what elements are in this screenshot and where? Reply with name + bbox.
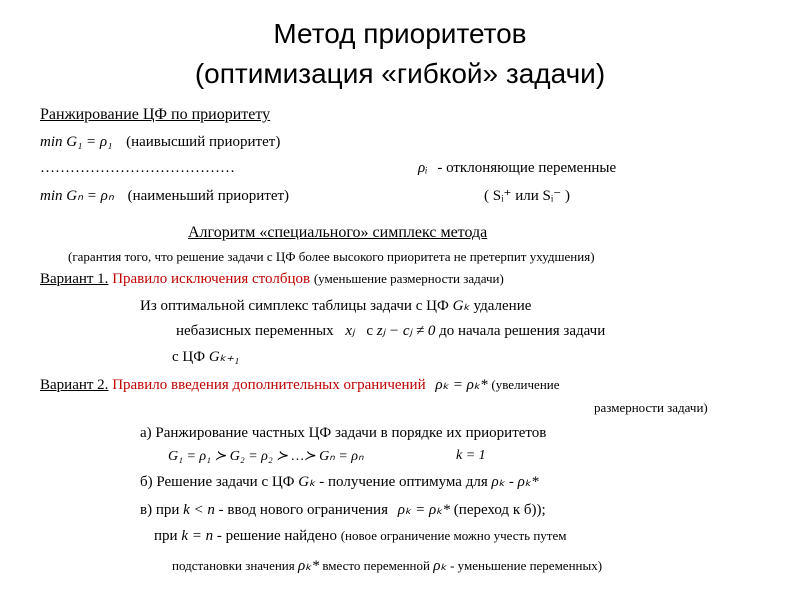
k-eq-n: k = n (181, 528, 214, 544)
algorithm-heading: Алгоритм «специального» симплекс метода (188, 224, 488, 241)
variant1-text: с ЦФ (172, 349, 206, 365)
step-d-note-text: подстановки значения (172, 558, 295, 573)
step-b-text: б) Решение задачи с ЦФ (140, 474, 295, 490)
variant1-text: до начала решения задачи (439, 323, 606, 339)
gk1-var: Gₖ₊₁ (208, 349, 240, 365)
algorithm-guarantee: (гарантия того, что решение задачи с ЦФ более высокого приоритета не претерпит ухудшения) (68, 249, 595, 264)
variant2-step-c (140, 500, 546, 519)
page-subtitle: (оптимизация «гибкой» задачи) (194, 58, 606, 89)
ranking-row-1 (40, 134, 280, 151)
xj-var: xⱼ (345, 323, 355, 339)
variant2-note-2: размерности задачи) (594, 400, 708, 415)
variant2-note-1: (увеличение (491, 377, 560, 392)
rho-k: ρₖ (491, 474, 506, 490)
ranking-row-n (40, 186, 289, 205)
min-gn-expr: min Gₙ = ρₙ (40, 188, 114, 204)
min-g1-expr: min G₁ = ρ₁ (40, 134, 113, 150)
variant1-text: Из оптимальной симплекс таблицы задачи с ЦФ (140, 298, 449, 314)
variant1-header (40, 271, 504, 288)
variant2-step-a: а) Ранжирование частных ЦФ задачи в порядке их приоритетов (140, 425, 547, 441)
step-d-note-text: вместо переменной (322, 558, 430, 573)
step-b-text: - (508, 474, 514, 490)
rho-k-eq-expr: ρₖ = ρₖ* (435, 377, 488, 393)
variant1-text: с (366, 323, 374, 339)
zj-cj-cond: zⱼ − cⱼ ≠ 0 (376, 323, 436, 339)
rho-k-star: ρₖ* (298, 558, 320, 574)
step-c-text: (переход к б)); (453, 502, 546, 518)
step-d-note-text: - уменьшение переменных) (450, 558, 603, 573)
variant2-step-d-note (172, 556, 602, 575)
ranking-heading: Ранжирование ЦФ по приоритету (40, 106, 271, 123)
variant2-step-d (154, 528, 566, 545)
variant1-line-1 (140, 296, 531, 315)
variant2-step-b (140, 472, 539, 491)
step-c-text: - ввод нового ограничения (218, 502, 388, 518)
rho-i: ρᵢ (418, 160, 428, 176)
step-d-text: при (154, 528, 178, 544)
ranking-dots: ………………………………… (40, 160, 235, 176)
gk-var: Gₖ (298, 474, 316, 490)
variant1-rule: Правило исключения столбцов (112, 271, 311, 287)
variant1-label: Вариант 1. (40, 271, 109, 287)
variant1-note: (уменьшение размерности задачи) (313, 271, 504, 286)
variant1-text: небазисных переменных (176, 323, 334, 339)
rho-k-eq-star: ρₖ = ρₖ* (397, 502, 451, 518)
variant1-line-2 (176, 321, 605, 340)
k-lt-n: k < n (183, 502, 215, 518)
k-equals-1: k = 1 (456, 448, 486, 463)
variant1-line-3 (172, 347, 239, 366)
si-note: ( Sᵢ⁺ или Sᵢ⁻ ) (484, 188, 570, 204)
step-c-text: в) при (140, 502, 180, 518)
variant2-label: Вариант 2. (40, 377, 109, 393)
step-d-text: - решение найдено (216, 528, 337, 544)
deviation-vars (418, 160, 616, 177)
step-b-text: - получение оптимума для (319, 474, 488, 490)
deviation-note: - отклоняющие переменные (437, 160, 617, 176)
highest-priority-note: (наивысший приоритет) (126, 134, 281, 150)
rho-k-star: ρₖ* (517, 474, 539, 490)
page-title: Метод приоритетов (273, 18, 527, 49)
lowest-priority-note: (наименьший приоритет) (127, 188, 290, 204)
rho-k: ρₖ (433, 558, 447, 574)
variant2-header (40, 375, 560, 394)
variant2-rule: Правило введения дополнительных ограничений (112, 377, 426, 393)
variant1-text: удаление (473, 298, 532, 314)
step-d-note-1: (новое ограничение можно учесть путем (340, 528, 567, 543)
priority-chain: G₁ = ρ₁ ≻ G₂ = ρ₂ ≻ …≻ Gₙ = ρₙ (168, 449, 364, 464)
gk-var: Gₖ (452, 298, 470, 314)
